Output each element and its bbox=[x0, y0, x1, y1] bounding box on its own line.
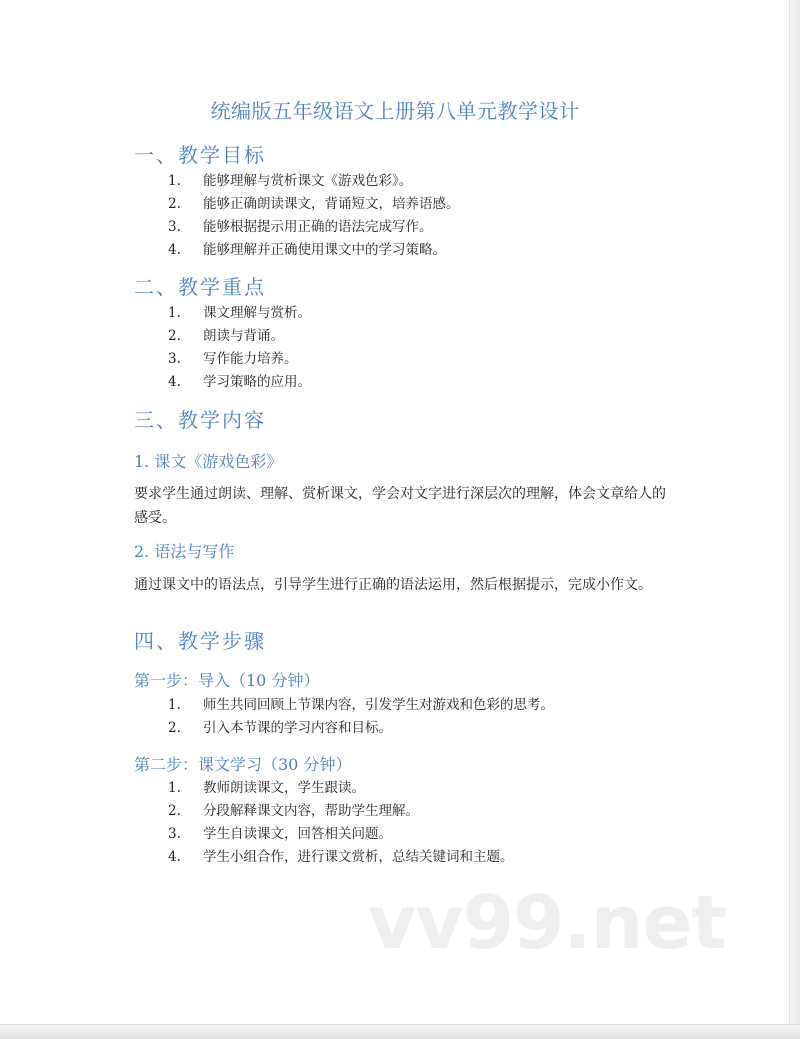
list-text: 课文理解与赏析。 bbox=[203, 305, 311, 321]
list-number: 3. bbox=[168, 219, 181, 235]
list-number: 2. bbox=[168, 803, 181, 819]
list-text: 学习策略的应用。 bbox=[203, 374, 311, 390]
page-edge-bottom bbox=[0, 1024, 800, 1039]
paragraph: 要求学生通过朗读、理解、赏析课文，学会对文字进行深层次的理解，体会文章给人的感受。 bbox=[134, 486, 666, 526]
list-item bbox=[168, 697, 554, 713]
list-number: 3. bbox=[168, 826, 181, 842]
step-heading: 第二步：课文学习（30 分钟） bbox=[134, 755, 352, 774]
list-number: 4. bbox=[168, 242, 181, 258]
list-number: 1. bbox=[168, 305, 181, 321]
list-number: 1. bbox=[168, 173, 181, 189]
section-heading-objectives: 一、教学目标 bbox=[134, 143, 266, 167]
list-number: 2. bbox=[168, 720, 181, 736]
list-item bbox=[168, 351, 298, 367]
list-item bbox=[168, 219, 433, 235]
list-item bbox=[168, 780, 365, 796]
list-text: 写作能力培养。 bbox=[203, 351, 298, 367]
list-number: 4. bbox=[168, 374, 181, 390]
section-heading-content: 三、教学内容 bbox=[134, 408, 266, 432]
list-text: 学生小组合作，进行课文赏析，总结关键词和主题。 bbox=[203, 849, 514, 865]
list-number: 2. bbox=[168, 196, 181, 212]
list-text: 学生自读课文，回答相关问题。 bbox=[203, 826, 392, 842]
subsection-heading: 1. 课文《游戏色彩》 bbox=[134, 452, 283, 471]
list-number: 1. bbox=[168, 780, 181, 796]
list-item bbox=[168, 242, 446, 258]
list-item bbox=[168, 826, 392, 842]
list-item bbox=[168, 305, 311, 321]
list-number: 2. bbox=[168, 328, 181, 344]
list-text: 引入本节课的学习内容和目标。 bbox=[203, 720, 392, 736]
list-text: 能够正确朗读课文，背诵短文，培养语感。 bbox=[203, 196, 460, 212]
step-heading: 第一步：导入（10 分钟） bbox=[134, 671, 320, 690]
list-number: 4. bbox=[168, 849, 181, 865]
document-title: 统编版五年级语文上册第八单元教学设计 bbox=[210, 99, 580, 123]
list-item bbox=[168, 720, 392, 736]
list-item bbox=[168, 196, 460, 212]
list-item bbox=[168, 328, 284, 344]
section-heading-steps: 四、教学步骤 bbox=[134, 629, 266, 653]
list-text: 分段解释课文内容，帮助学生理解。 bbox=[203, 803, 419, 819]
watermark: vv99.net bbox=[368, 880, 726, 966]
list-item bbox=[168, 173, 412, 189]
paragraph: 通过课文中的语法点，引导学生进行正确的语法运用，然后根据提示，完成小作文。 bbox=[134, 577, 652, 593]
list-text: 教师朗读课文，学生跟读。 bbox=[203, 780, 365, 796]
list-item bbox=[168, 803, 419, 819]
list-text: 能够理解并正确使用课文中的学习策略。 bbox=[203, 242, 446, 258]
list-number: 3. bbox=[168, 351, 181, 367]
page-edge-right bbox=[789, 0, 800, 1039]
list-text: 能够理解与赏析课文《游戏色彩》。 bbox=[203, 173, 413, 189]
list-text: 朗读与背诵。 bbox=[203, 328, 284, 344]
list-item bbox=[168, 374, 311, 390]
subsection-heading: 2. 语法与写作 bbox=[134, 542, 235, 561]
section-heading-keypoints: 二、教学重点 bbox=[134, 275, 266, 299]
list-number: 1. bbox=[168, 697, 181, 713]
list-text: 能够根据提示用正确的语法完成写作。 bbox=[203, 219, 433, 235]
list-text: 师生共同回顾上节课内容，引发学生对游戏和色彩的思考。 bbox=[203, 697, 554, 713]
list-item bbox=[168, 849, 514, 865]
